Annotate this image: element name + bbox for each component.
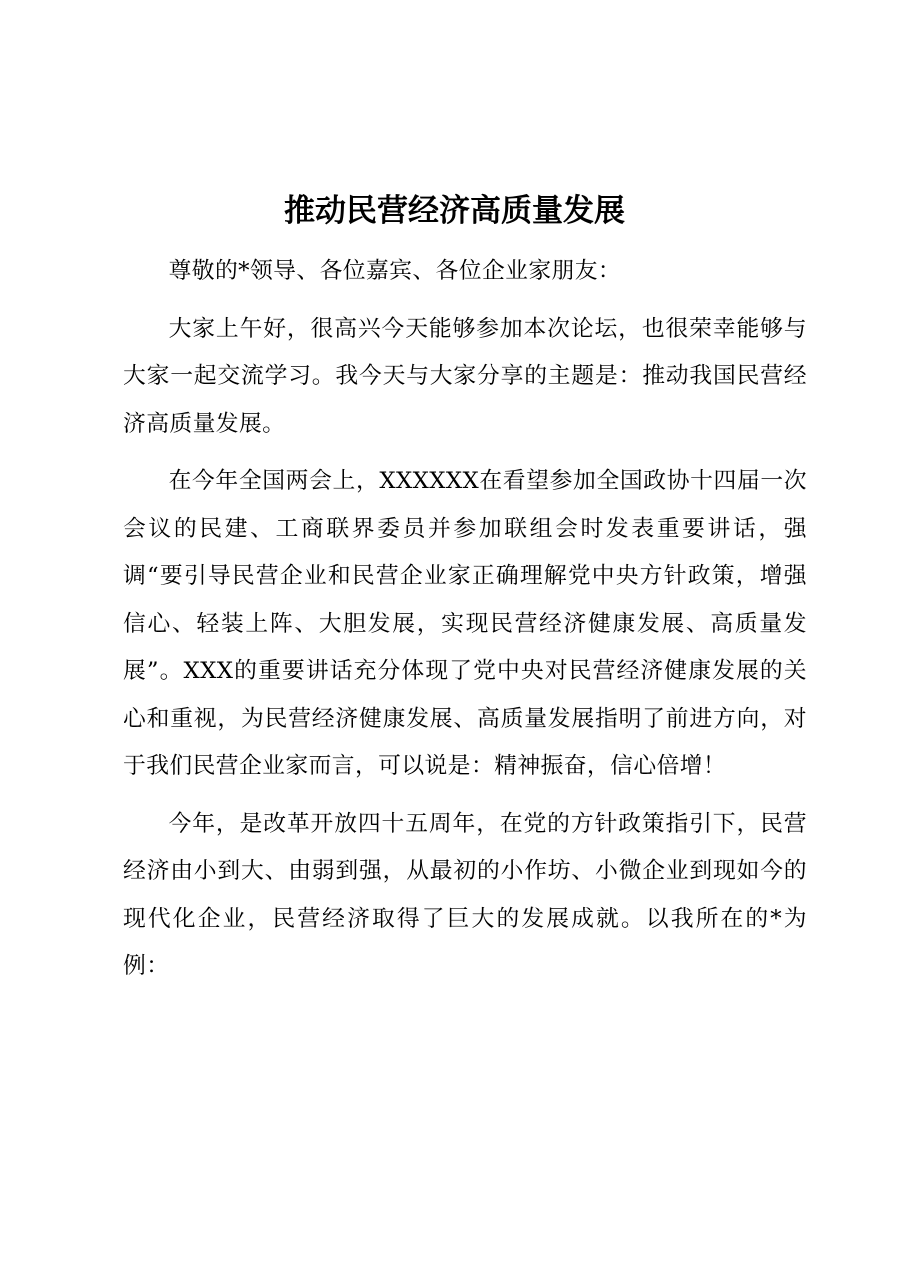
document-title: 推动民营经济高质量发展 — [284, 193, 625, 229]
document-body — [123, 248, 807, 1001]
paragraph-two-sessions: 在今年全国两会上，XXXXXX在看望参加全国政协十四届一次会议的民建、工商联界委员并参加联组会时发表重要讲话，强调“要引导民营企业和民营企业家正确理解党中央方针政策，增强信心、轻装上阵、大胆发展，实现民营经济健康发展、高质量发展”。XXX的重要讲话充分体现了党中央对民营经济健康发展的关心和重视，为民营经济健康发展、高质量发展指明了前进方向，对于我们民营企业家而言，可以说是：精神振奋，信心倍增！ — [123, 468, 807, 779]
salutation: 尊敬的*领导、各位嘉宾、各位企业家朋友： — [168, 258, 622, 284]
paragraph-reform-anniversary: 今年，是改革开放四十五周年，在党的方针政策指引下，民营经济由小到大、由弱到强，从最初的小作坊、小微企业到现如今的现代化企业，民营经济取得了巨大的发展成就。以我所在的*为例： — [123, 810, 807, 979]
paragraph-opening: 大家上午好，很高兴今天能够参加本次论坛，也很荣幸能够与大家一起交流学习。我今天与大家分享的主题是：推动我国民营经济高质量发展。 — [123, 315, 807, 437]
